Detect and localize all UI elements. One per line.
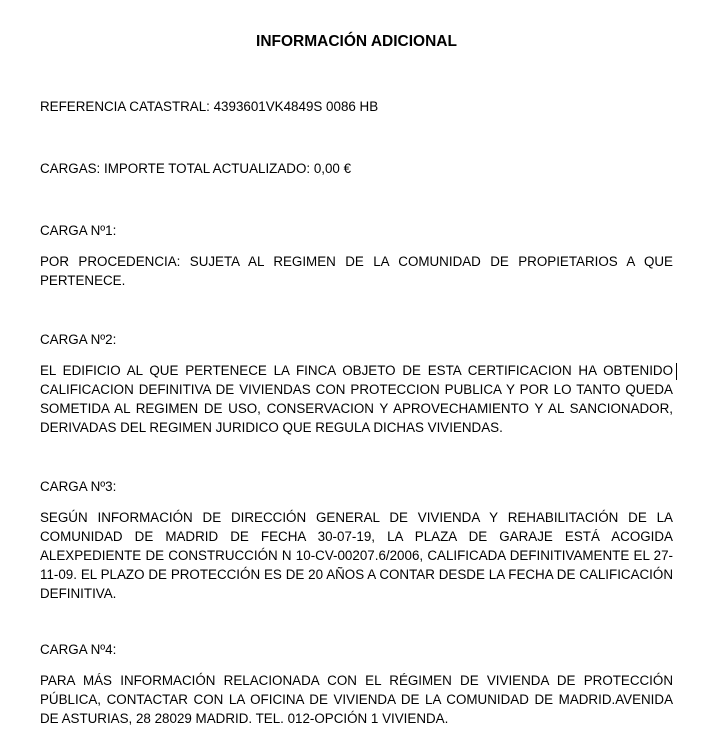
carga-3-text: SEGÚN INFORMACIÓN DE DIRECCIÓN GENERAL DE VIVIENDA Y REHABILITACIÓN DE LA COMUNIDAD DE MADRID DE FECHA 30-07-19, LA PLAZA DE GARAJE ESTÁ ACOGIDA ALEXPEDIENTE DE CONSTRUCCIÓN N 10-CV-00207.6/2006, CALIFICADA DEFINITIVAMENTE EL 27-11-09. EL PLAZO DE PROTECCIÓN ES DE 20 AÑOS A CONTAR DESDE LA FECHA DE CALIFICACIÓN DEFINITIVA. xyxy=(40,510,673,601)
carga-2-text: EL EDIFICIO AL QUE PERTENECE LA FINCA OBJETO DE ESTA CERTIFICACION HA OBTENIDO CALIFICACION DEFINITIVA DE VIVIENDAS CON PROTECCION PUBLICA Y POR LO TANTO QUEDA SOMETIDA AL REGIMEN DE USO, CONSERVACION Y APROVECHAMIENTO Y AL SANCIONADOR, DERIVADAS DEL REGIMEN JURIDICO QUE REGULA DICHAS VIVIENDAS. xyxy=(40,363,673,435)
carga-4-heading: CARGA Nº4: xyxy=(40,642,117,657)
carga-1-text: POR PROCEDENCIA: SUJETA AL REGIMEN DE LA COMUNIDAD DE PROPIETARIOS A QUE PERTENECE. xyxy=(40,254,673,288)
carga-4-text: PARA MÁS INFORMACIÓN RELACIONADA CON EL RÉGIMEN DE VIVIENDA DE PROTECCIÓN PÚBLICA, CONTACTAR CON LA OFICINA DE VIVIENDA DE LA COMUNIDAD DE MADRID.AVENIDA DE ASTURIAS, 28 28029 MADRID. TEL. 012-OPCIÓN 1 VIVIENDA. xyxy=(40,673,673,726)
document-title: INFORMACIÓN ADICIONAL xyxy=(256,33,457,50)
carga-3-heading: CARGA Nº3: xyxy=(40,479,117,494)
cargas-importe-total: CARGAS: IMPORTE TOTAL ACTUALIZADO: 0,00 € xyxy=(40,161,352,176)
carga-2-heading: CARGA Nº2: xyxy=(40,332,117,347)
text-cursor xyxy=(676,363,677,380)
referencia-catastral: REFERENCIA CATASTRAL: 4393601VK4849S 0086 HB xyxy=(40,99,379,114)
carga-1-heading: CARGA Nº1: xyxy=(40,223,117,238)
